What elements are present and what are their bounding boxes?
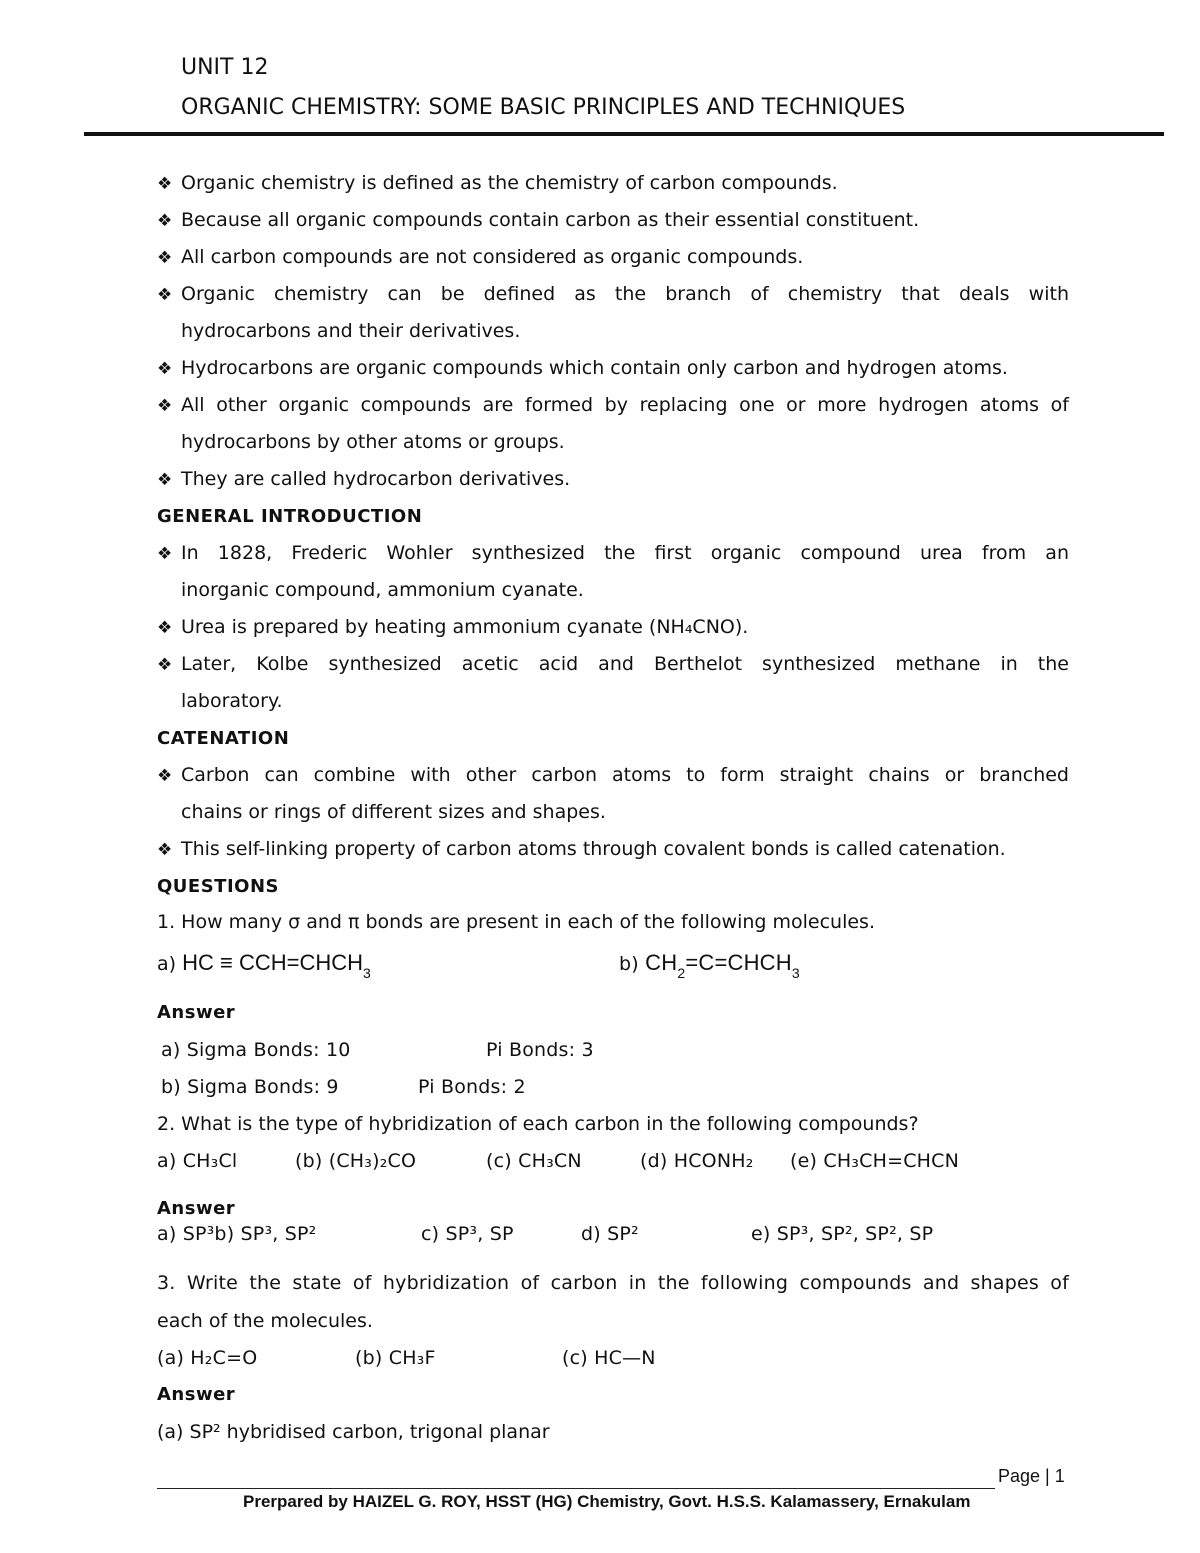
bullet-icon: ❖	[157, 396, 173, 416]
unit-label: UNIT 12	[181, 55, 269, 80]
q1-option-b	[619, 950, 800, 981]
section-heading-catenation: CATENATION	[157, 728, 290, 749]
answer-label-1: Answer	[157, 1002, 236, 1023]
section-heading-general: GENERAL INTRODUCTION	[157, 506, 423, 527]
q2-answer-c: c) SP³, SP	[421, 1223, 514, 1245]
general-bullet-3-line-2: laboratory.	[181, 690, 283, 712]
bullet-icon: ❖	[157, 766, 173, 786]
general-bullet-2: Urea is prepared by heating ammonium cyanate (NH₄CNO).	[181, 616, 749, 638]
q2-option-d: (d) HCONH₂	[640, 1150, 754, 1172]
intro-bullet-4-line-2: hydrocarbons and their derivatives.	[181, 320, 521, 342]
bullet-icon: ❖	[157, 174, 173, 194]
q1-option-b-formula-part-2: =C=CHCH	[685, 950, 792, 975]
bullet-icon: ❖	[157, 211, 173, 231]
page-number: Page | 1	[998, 1466, 1065, 1486]
q3-option-b: (b) CH₃F	[355, 1347, 436, 1369]
q1-option-a	[157, 950, 371, 981]
bullet-icon: ❖	[157, 285, 173, 305]
question-2: 2. What is the type of hybridization of each carbon in the following compounds?	[157, 1113, 919, 1135]
q1-option-a-formula: HC ≡ CCH=CHCH	[182, 950, 364, 975]
intro-bullet-1: Organic chemistry is defined as the chemistry of carbon compounds.	[181, 172, 838, 194]
q3-option-a: (a) H₂C=O	[157, 1347, 258, 1369]
q1-option-b-subscript-2: 3	[791, 965, 800, 981]
question-3-line-2: each of the molecules.	[157, 1310, 373, 1332]
q2-option-c: (c) CH₃CN	[486, 1150, 582, 1172]
answer-label-3: Answer	[157, 1384, 236, 1405]
footer-rule	[157, 1488, 995, 1489]
q2-option-b: (b) (CH₃)₂CO	[295, 1150, 417, 1172]
intro-bullet-2: Because all organic compounds contain carbon as their essential constituent.	[181, 209, 920, 231]
q1-option-a-label: a)	[157, 953, 183, 975]
q2-answer-e: e) SP³, SP², SP², SP	[751, 1223, 934, 1245]
intro-bullet-6-line-2: hydrocarbons by other atoms or groups.	[181, 431, 565, 453]
intro-bullet-6-line-1: All other organic compounds are formed by replacing one or more hydrogen atoms of	[181, 394, 1069, 416]
bullet-icon: ❖	[157, 248, 173, 268]
q1-answer-a-pi: Pi Bonds: 3	[486, 1039, 594, 1061]
q3-answer-a: (a) SP² hybridised carbon, trigonal planar	[157, 1421, 550, 1443]
bullet-icon: ❖	[157, 840, 173, 860]
bullet-icon: ❖	[157, 655, 173, 675]
q1-option-a-subscript: 3	[363, 965, 371, 981]
q1-answer-b-pi: Pi Bonds: 2	[418, 1076, 526, 1098]
page-title: ORGANIC CHEMISTRY: SOME BASIC PRINCIPLES AND TECHNIQUES	[181, 95, 906, 120]
header-rule	[84, 132, 1164, 136]
intro-bullet-7: They are called hydrocarbon derivatives.	[181, 468, 571, 490]
q2-answer-d: d) SP²	[581, 1223, 639, 1245]
catenation-bullet-1-line-1: Carbon can combine with other carbon atoms to form straight chains or branched	[181, 764, 1069, 786]
q1-answer-a-sigma: a) Sigma Bonds: 10	[161, 1039, 351, 1061]
bullet-icon: ❖	[157, 359, 173, 379]
general-bullet-3-line-1: Later, Kolbe synthesized acetic acid and Berthelot synthesized methane in the	[181, 653, 1069, 675]
section-heading-questions: QUESTIONS	[157, 876, 279, 897]
bullet-icon: ❖	[157, 618, 173, 638]
q1-option-b-label: b)	[619, 953, 646, 975]
intro-bullet-3: All carbon compounds are not considered as organic compounds.	[181, 246, 804, 268]
q2-option-a: a) CH₃Cl	[157, 1150, 238, 1172]
general-bullet-1-line-1: In 1828, Frederic Wohler synthesized the first organic compound urea from an	[181, 542, 1069, 564]
q2-answer-ab: a) SP³b) SP³, SP²	[157, 1223, 317, 1245]
q1-option-b-formula-part-1: CH	[645, 950, 678, 975]
catenation-bullet-1-line-2: chains or rings of different sizes and shapes.	[181, 801, 606, 823]
catenation-bullet-2: This self-linking property of carbon atoms through covalent bonds is called catenation.	[181, 838, 1006, 860]
q3-option-c: (c) HC—N	[562, 1347, 656, 1369]
q2-option-e: (e) CH₃CH=CHCN	[790, 1150, 960, 1172]
footer-credit: Prerpared by HAIZEL G. ROY, HSST (HG) Chemistry, Govt. H.S.S. Kalamassery, Ernakulam	[243, 1492, 971, 1511]
question-3-line-1: 3. Write the state of hybridization of carbon in the following compounds and shapes of	[157, 1272, 1069, 1294]
bullet-icon: ❖	[157, 544, 173, 564]
bullet-icon: ❖	[157, 470, 173, 490]
general-bullet-1-line-2: inorganic compound, ammonium cyanate.	[181, 579, 584, 601]
intro-bullet-4-line-1: Organic chemistry can be defined as the branch of chemistry that deals with	[181, 283, 1069, 305]
answer-label-2: Answer	[157, 1198, 236, 1219]
intro-bullet-5: Hydrocarbons are organic compounds which contain only carbon and hydrogen atoms.	[181, 357, 1008, 379]
q1-option-b-subscript-1: 2	[677, 965, 686, 981]
question-1: 1. How many σ and π bonds are present in each of the following molecules.	[157, 911, 875, 933]
q1-answer-b-sigma: b) Sigma Bonds: 9	[161, 1076, 339, 1098]
